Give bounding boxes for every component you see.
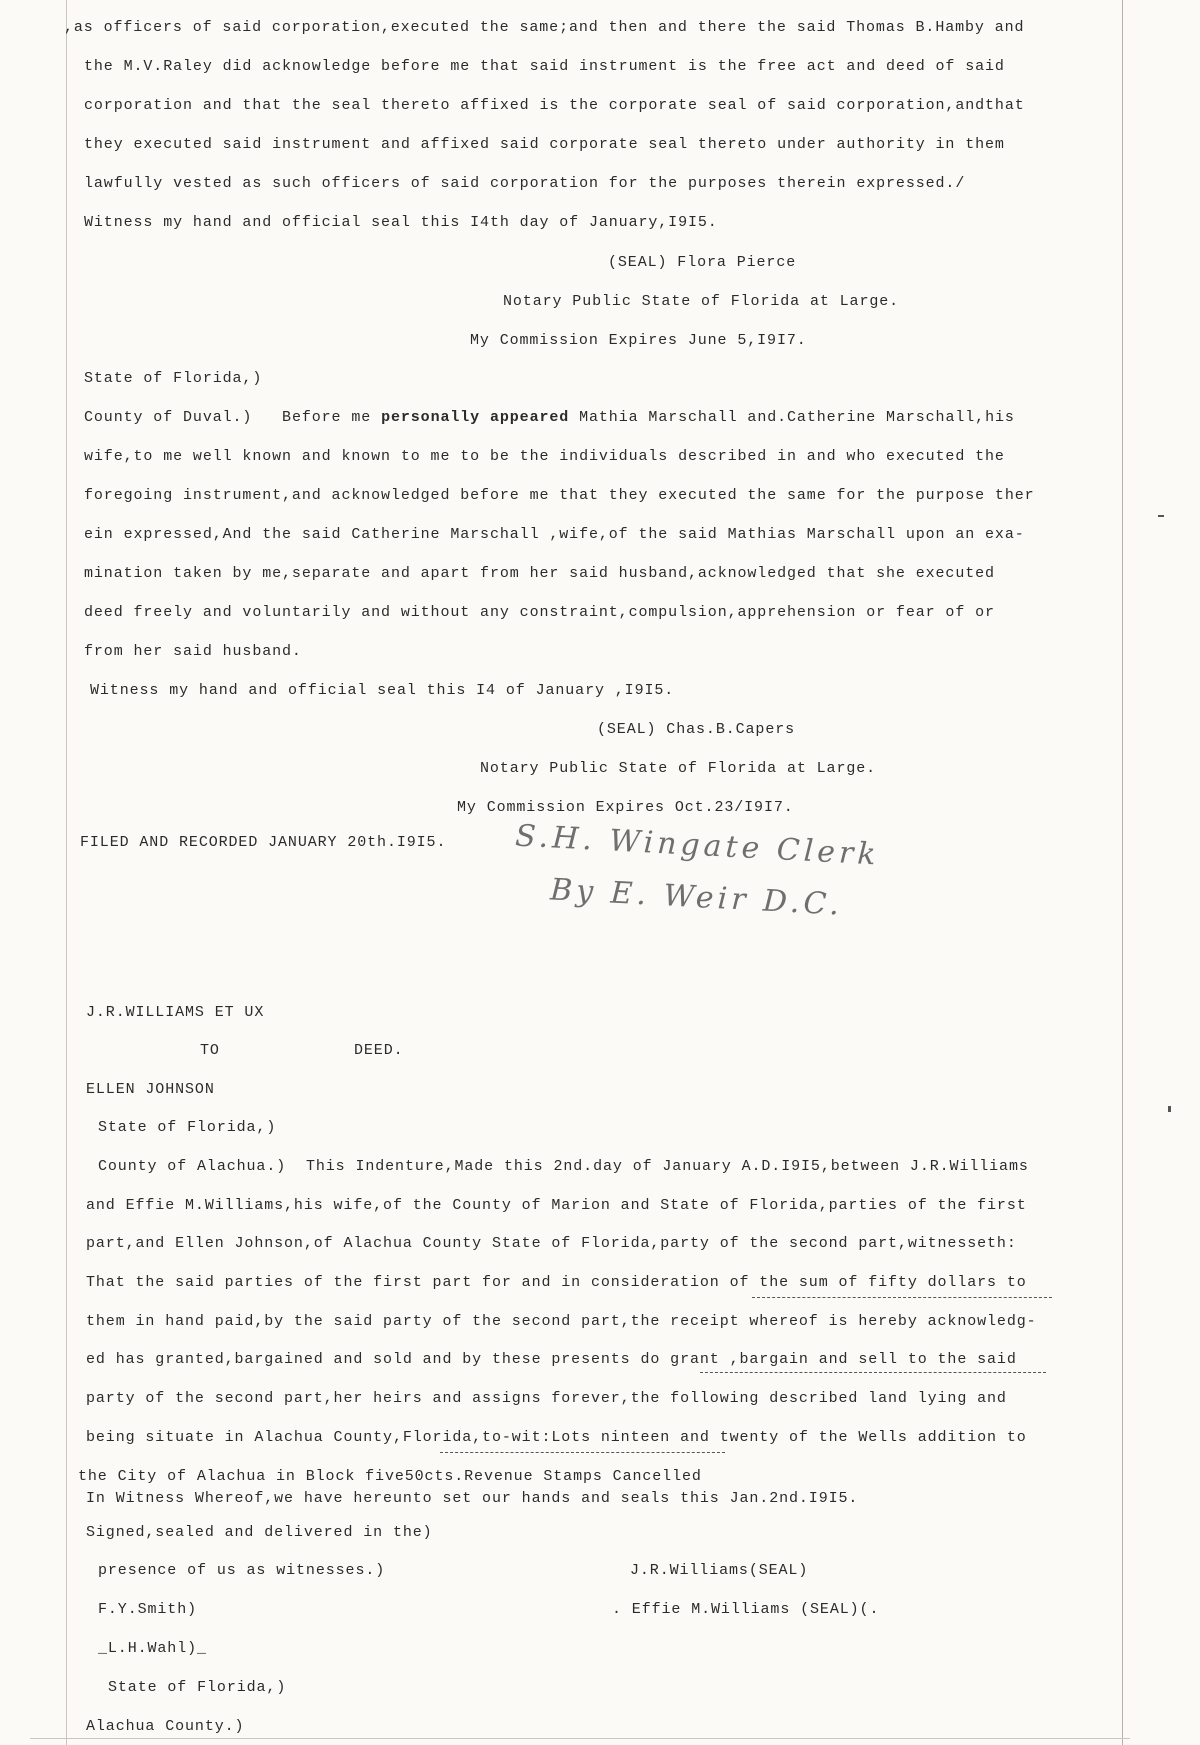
notary1-title: Notary Public State of Florida at Large. [503, 293, 900, 310]
notary1-line: they executed said instrument and affixed said corporate seal thereto under authority in them [84, 136, 1005, 153]
deed-to: TO [200, 1042, 220, 1059]
notary2-county: County of Duval.) [84, 409, 253, 426]
indenture-state: State of Florida,) [98, 1119, 277, 1136]
underline-grant [700, 1372, 1046, 1373]
notary2-seal-name: (SEAL) Chas.B.Capers [597, 721, 796, 738]
indenture-first-line [98, 1158, 1029, 1176]
deed-type: DEED. [354, 1042, 404, 1059]
indenture-line: the City of Alachua in Block five50cts.Revenue Stamps Cancelled [78, 1468, 702, 1485]
notary2-line: foregoing instrument,and acknowledged before me that they executed the same for the purpose ther [84, 487, 1035, 504]
notary2-commission: My Commission Expires Oct.23/I9I7. [457, 799, 794, 816]
witness-lh-wahl: _L.H.Wahl)_ [98, 1640, 207, 1657]
notary2-county-line [84, 409, 1015, 427]
notary2-line: wife,to me well known and known to me to be the individuals described in and who executed the [84, 448, 1005, 465]
notary1-line: the M.V.Raley did acknowledge before me that said instrument is the free act and deed of said [84, 58, 1005, 75]
presence-line: presence of us as witnesses.) [98, 1562, 386, 1579]
notary1-line: ,as officers of said corporation,executed the same;and then and there the said Thomas B.Hamby and [64, 19, 1025, 36]
clerk-signature: S.H. Wingate Clerk [514, 818, 881, 873]
bottom-margin-rule [30, 1738, 1130, 1739]
notary2-line: mination taken by me,separate and apart from her said husband,acknowledged that she executed [84, 565, 995, 582]
notary2-lead-bold: personally appeared [381, 409, 570, 426]
filed-recorded: FILED AND RECORDED JANUARY 20th.I9I5. [80, 834, 447, 851]
notary2-state: State of Florida,) [84, 370, 263, 387]
signer-effie-williams: . Effie M.Williams (SEAL)(. [612, 1601, 880, 1618]
indenture-line: party of the second part,her heirs and assigns forever,the following described land lying and [86, 1390, 1007, 1407]
indenture-line: ed has granted,bargained and sold and by these presents do grant ,bargain and sell to the said [86, 1351, 1017, 1368]
deed-grantor: J.R.WILLIAMS ET UX [86, 1004, 265, 1021]
notary2-lead: Before me [282, 409, 382, 426]
notary2-witness-line: Witness my hand and official seal this I4 of January ,I9I5. [90, 682, 675, 699]
underline-lots [440, 1452, 725, 1453]
left-margin-rule [66, 0, 67, 1745]
signer-jr-williams: J.R.Williams(SEAL) [630, 1562, 809, 1579]
margin-mark [1168, 1106, 1171, 1112]
indenture-line: and Effie M.Williams,his wife,of the County of Marion and State of Florida,parties of the first [86, 1197, 1027, 1214]
margin-mark [1158, 515, 1164, 517]
indenture-line: being situate in Alachua County,Florida,to-wit:Lots ninteen and twenty of the Wells addition to [86, 1429, 1027, 1446]
right-margin-rule [1122, 0, 1123, 1745]
notary1-line: corporation and that the seal thereto affixed is the corporate seal of said corporation,andthat [84, 97, 1025, 114]
acknowledgment-state: State of Florida,) [108, 1679, 287, 1696]
notary2-line: from her said husband. [84, 643, 302, 660]
deed-grantee: ELLEN JOHNSON [86, 1081, 215, 1098]
notary1-commission: My Commission Expires June 5,I9I7. [470, 332, 807, 349]
notary2-lead-rest: Mathia Marschall and.Catherine Marschall,his [569, 409, 1015, 426]
notary2-line: ein expressed,And the said Catherine Marschall ,wife,of the said Mathias Marschall upon an exa- [84, 526, 1025, 543]
indenture-line: That the said parties of the first part for and in consideration of the sum of fifty dollars to [86, 1274, 1027, 1291]
indenture-opening: This Indenture,Made this 2nd.day of January A.D.I9I5,between J.R.Williams [286, 1158, 1029, 1175]
acknowledgment-county: Alachua County.) [86, 1718, 245, 1735]
deputy-clerk-signature: By E. Weir D.C. [549, 872, 844, 923]
indenture-line: them in hand paid,by the said party of the second part,the receipt whereof is hereby acknowledg- [86, 1313, 1037, 1330]
signed-sealed-line: Signed,sealed and delivered in the) [86, 1524, 433, 1541]
notary1-seal-name: (SEAL) Flora Pierce [608, 254, 797, 271]
notary1-witness-line: Witness my hand and official seal this I4th day of January,I9I5. [84, 214, 718, 231]
indenture-line: part,and Ellen Johnson,of Alachua County State of Florida,party of the second part,witnesseth: [86, 1235, 1017, 1252]
indenture-county: County of Alachua.) [98, 1158, 287, 1175]
notary2-line: deed freely and voluntarily and without any constraint,compulsion,apprehension or fear of or [84, 604, 995, 621]
notary2-title: Notary Public State of Florida at Large. [480, 760, 877, 777]
indenture-witness-line: In Witness Whereof,we have hereunto set our hands and seals this Jan.2nd.I9I5. [86, 1490, 859, 1507]
notary1-line: lawfully vested as such officers of said corporation for the purposes therein expressed./ [84, 175, 966, 192]
witness-fy-smith: F.Y.Smith) [98, 1601, 198, 1618]
underline-consideration [752, 1297, 1052, 1298]
